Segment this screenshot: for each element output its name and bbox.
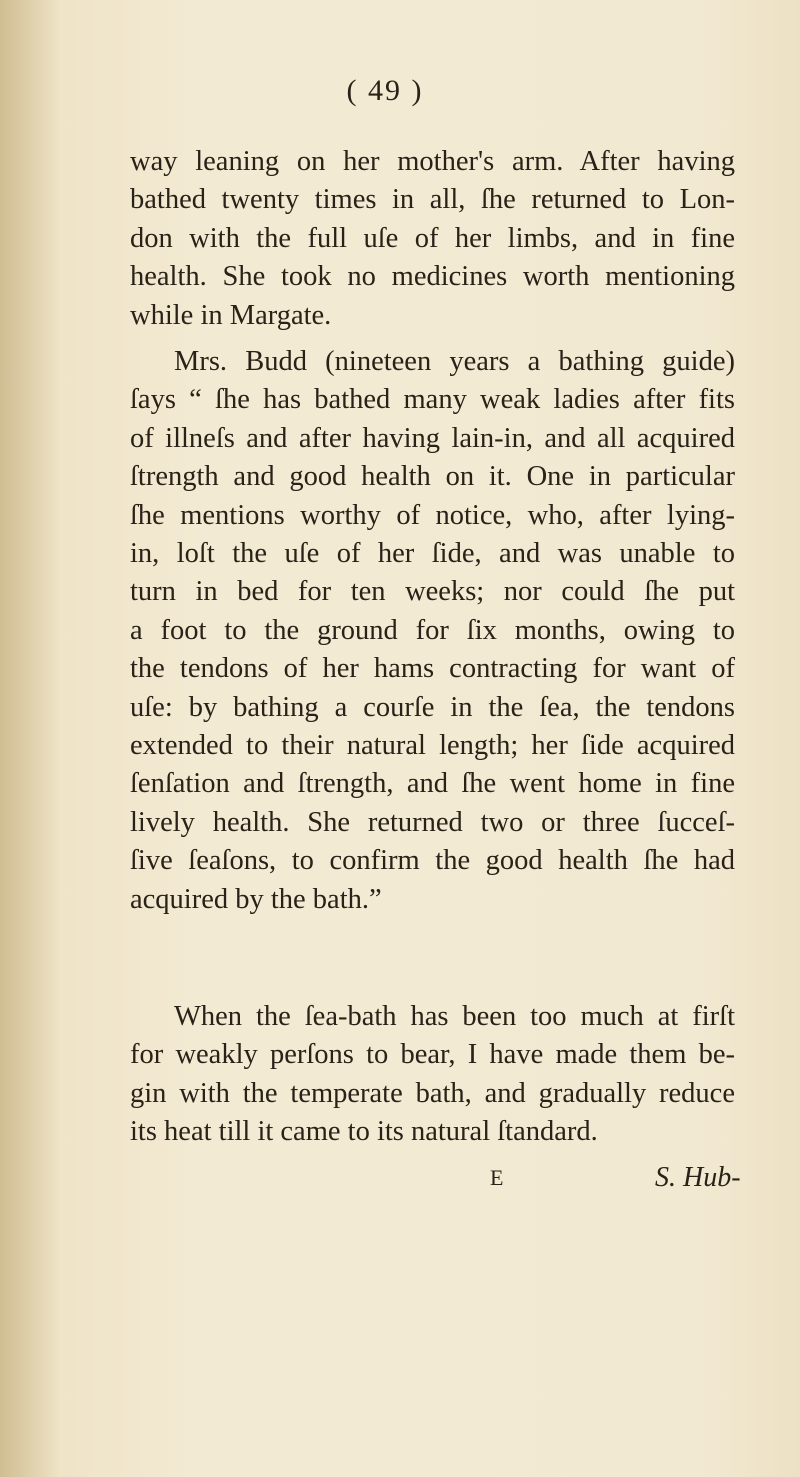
- text-line: health. She took no medicines worth mentioning: [130, 261, 735, 293]
- text-line: gin with the temperate bath, and gradually reduce: [130, 1077, 735, 1109]
- text-line: ſtrength and good health on it. One in particular: [130, 461, 735, 493]
- text-line: a foot to the ground for ſix months, owing to: [130, 614, 735, 646]
- binding-shadow: [0, 0, 60, 1477]
- text-line: turn in bed for ten weeks; nor could ſhe put: [130, 576, 735, 608]
- text-line: the tendons of her hams contracting for want of: [130, 653, 735, 685]
- text-line: lively health. She returned two or three ſucceſ-: [130, 806, 735, 838]
- text-line: in, loſt the uſe of her ſide, and was unable to: [130, 538, 735, 570]
- paragraph-3: [130, 998, 735, 1152]
- text-line: while in Margate.: [130, 299, 332, 331]
- text-line: Mrs. Budd (nineteen years a bathing guide): [174, 346, 735, 377]
- text-line: ſhe mentions worthy of notice, who, after lying-: [130, 499, 735, 531]
- text-line: its heat till it came to its natural ſtandard.: [130, 1116, 598, 1148]
- text-line: ſenſation and ſtrength, and ſhe went home in fine: [130, 768, 735, 800]
- text-line: acquired by the bath.”: [130, 883, 382, 915]
- text-line: don with the full uſe of her limbs, and in fine: [130, 222, 735, 254]
- text-line: way leaning on her mother's arm. After having: [130, 146, 735, 177]
- text-line: for weakly perſons to bear, I have made them be-: [130, 1039, 735, 1071]
- text-line: of illneſs and after having lain-in, and all acquired: [130, 422, 735, 454]
- text-line: extended to their natural length; her ſide acquired: [130, 730, 735, 762]
- paragraph-2: [130, 343, 735, 919]
- text-line: ſays “ ſhe has bathed many weak ladies after fits: [130, 384, 735, 416]
- page-header: ( 49 ): [346, 74, 424, 107]
- text-line: bathed twenty times in all, ſhe returned to Lon-: [130, 184, 735, 216]
- text-line: uſe: by bathing a courſe in the ſea, the tendons: [130, 691, 735, 723]
- paragraph-1: [130, 143, 735, 335]
- catchword: S. Hub-: [655, 1162, 741, 1193]
- signature-mark: E: [490, 1165, 505, 1190]
- text-line: ſive ſeaſons, to confirm the good health ſhe had: [130, 845, 735, 877]
- text-line: When the ſea-bath has been too much at firſt: [174, 1001, 735, 1032]
